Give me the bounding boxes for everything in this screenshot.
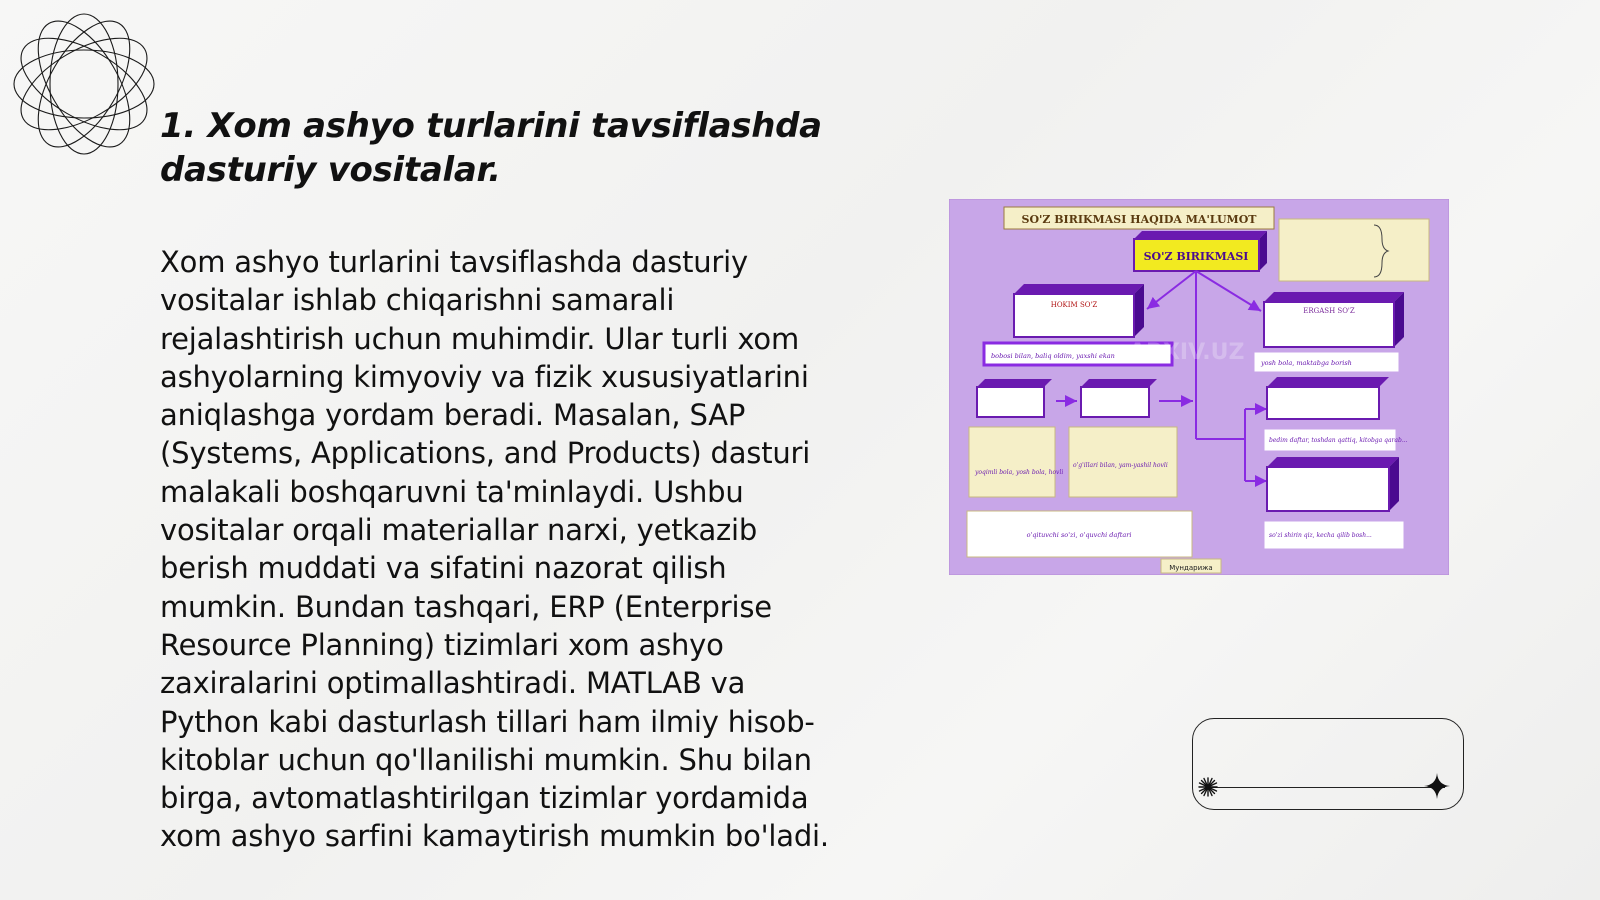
diagram-header: SO'Z BIRIKMASI HAQIDA MA'LUMOT xyxy=(1021,213,1257,226)
diagram-bottom-box: o'qituvchi so'zi, o'quvchi daftari xyxy=(1026,531,1132,539)
title-line-1: 1. Xom ashyo turlarini tavsiflashda xyxy=(160,106,822,146)
diagram-image xyxy=(949,199,1449,575)
diagram-left-box: HOKIM SO'Z xyxy=(1050,301,1098,309)
diagram-note-1: yoqimli bola, yosh bola, hovli xyxy=(975,469,1064,476)
title-line-2: dasturiy vositalar. xyxy=(160,150,501,190)
diagram-footer: Мундарижа xyxy=(1169,564,1213,572)
decorative-nav-pill xyxy=(1192,718,1464,810)
body-paragraph: Xom ashyo turlarini tavsiflashda dasturiy vositalar ishlab chiqarishni samarali rejalashtirish uchun muhimdir. Ular turli xom ashyolarning kimyoviy va fizik xususiyatlarini aniqlashga yordam beradi. Masalan, SAP (Systems, Applications, and Products) dasturi malakali boshqaruvni ta'minlaydi. Ushbu vositalar orqali materiallar narxi, yetkazib berish muddati va sifatini nazorat qilish mumkin. Bundan tashqari, ERP (Enterprise Resource Planning) tizimlari xom ashyo zaxiralarini optimallashtiradi. MATLAB va Python kabi dasturlash tillari ham ilmiy hisob-kitoblar uchun qo'llanilishi mumkin. Shu bilan birga, avtomatlashtirilgan tizimlar yordamida xom ashyo sarfini kamaytirish mumkin bo'ladi. xyxy=(160,245,829,854)
diagram-right-example: yosh bola, maktabga borish xyxy=(1261,359,1352,367)
diagram-left-example: bobosi bilan, baliq oldim, yaxshi ekan xyxy=(991,352,1115,360)
spirograph-ornament-icon xyxy=(10,10,158,158)
diagram-right-box: ERGASH SO'Z xyxy=(1303,307,1355,315)
slide-title xyxy=(160,104,860,192)
nav-track-line xyxy=(1207,787,1445,788)
diagram-watermark: ARXIV.UZ xyxy=(1129,340,1245,365)
diagram-note-3: bedim daftar, toshdan qattiq, kitobga qarab... xyxy=(1269,437,1408,444)
diagram-note-2: o'g'illari bilan, yam-yashil hovli xyxy=(1073,462,1168,469)
four-point-star-icon xyxy=(1423,772,1451,800)
sparkle-icon xyxy=(1195,774,1221,800)
diagram-note-4: so'zi shirin qiz, kecha qilib bosh... xyxy=(1269,532,1372,539)
diagram-center: SO'Z BIRIKMASI xyxy=(1143,250,1249,263)
